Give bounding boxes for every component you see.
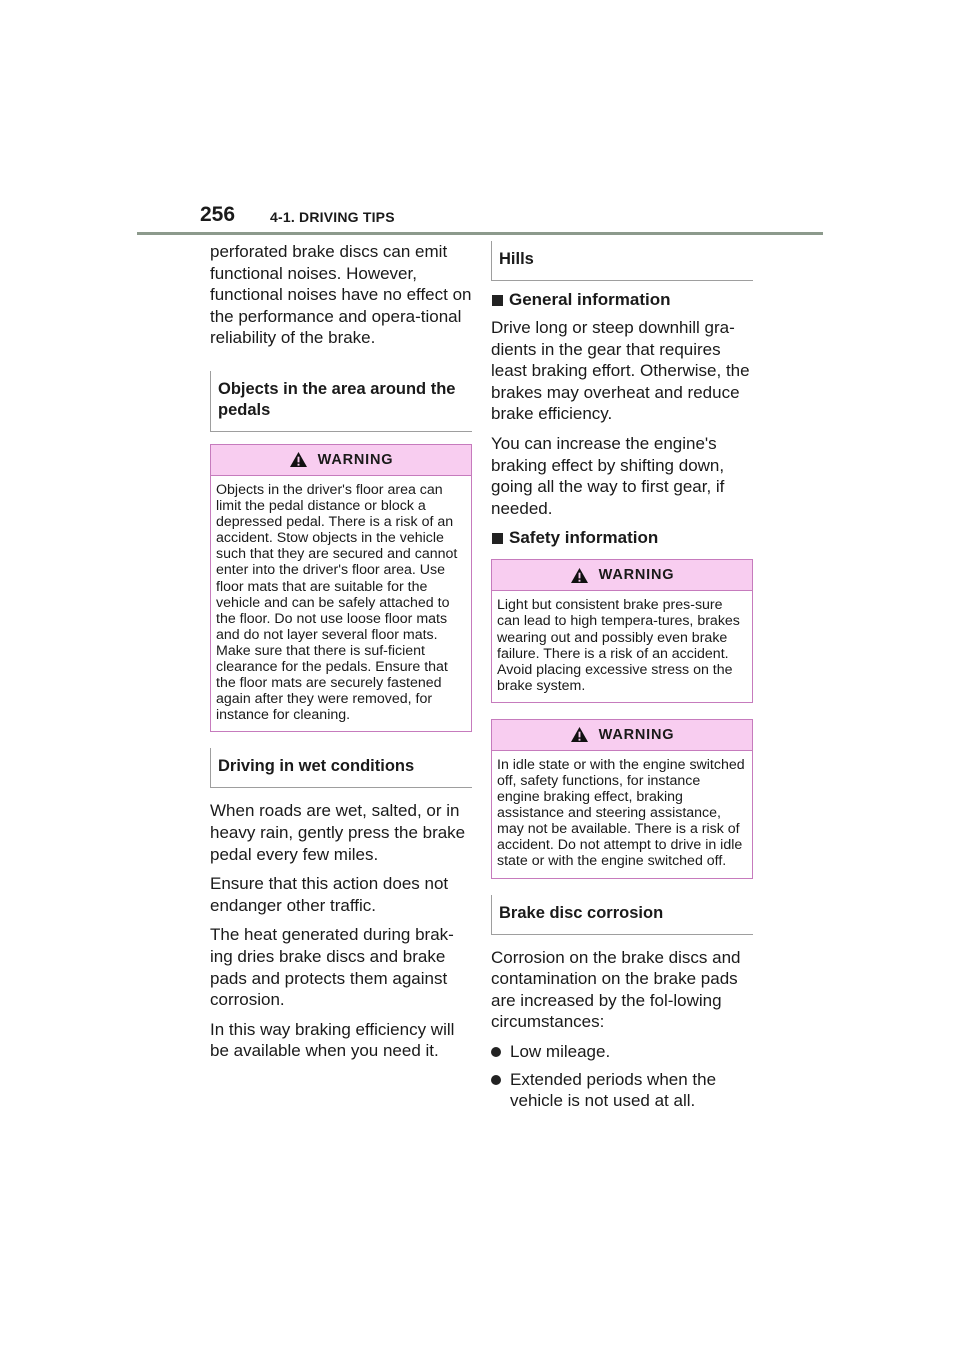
warning-label: WARNING [598, 567, 675, 584]
warning-triangle-icon [570, 567, 589, 584]
warning-title [492, 560, 752, 591]
chapter-title: 4-1. DRIVING TIPS [270, 209, 395, 225]
sub-heading-safety-label: Safety information [509, 528, 659, 548]
wet-paragraph-3: The heat generated during brak-ing dries brake discs and brake pads and protects them against corrosion. [210, 925, 454, 1010]
left-column [210, 241, 472, 1070]
list-item [491, 1041, 753, 1063]
general-paragraph-1: Drive long or steep downhill gra-dients in the gear that requires least braking effort. Otherwise, the brakes may overheat and reduce brake efficiency. [491, 318, 750, 424]
section-heading-wet: Driving in wet conditions [210, 748, 472, 788]
round-bullet-icon [491, 1075, 501, 1085]
warning-box-pedals [210, 444, 472, 732]
intro-paragraph: perforated brake discs can emit functional noises. However, functional noises have no effect on the performance and opera-tional reliability of the brake. [210, 242, 472, 348]
wet-paragraph-4: In this way braking efficiency will be available when you need it. [210, 1019, 455, 1061]
list-item-text: Low mileage. [510, 1041, 611, 1061]
round-bullet-icon [491, 1047, 501, 1057]
general-paragraph-2: You can increase the engine's braking effect by shifting down, going all the way to first gear, if needed. [491, 433, 725, 518]
wet-paragraph-2: Ensure that this action does not endanger other traffic. [210, 874, 449, 915]
warning-label: WARNING [317, 451, 394, 468]
corrosion-paragraph: Corrosion on the brake discs and contamination on the brake pads are increased by the fol-lowing circumstances: [491, 947, 741, 1032]
section-heading-hills: Hills [491, 241, 753, 281]
warning-text: Light but consistent brake pres-sure can lead to high tempera-tures, brakes wearing out and possibly even brake failure. There is a risk of an accident. Avoid placing excessive stress on the brake system. [497, 597, 740, 694]
warning-triangle-icon [570, 726, 589, 743]
warning-title [492, 720, 752, 751]
warning-triangle-icon [289, 451, 308, 468]
warning-text: In idle state or with the engine switched off, safety functions, for instance engine braking effect, braking assistance and steering assistance, may not be available. There is a risk of accident. Do not attempt to drive in idle state or with the engine switched off. [497, 756, 745, 870]
list-item [491, 1069, 753, 1112]
page-number: 256 [200, 203, 236, 226]
header-rule [137, 232, 823, 235]
list-item-text: Extended periods when the vehicle is not used at all. [510, 1069, 717, 1111]
warning-title [211, 445, 471, 476]
wet-paragraph-1: When roads are wet, salted, or in heavy rain, gently press the brake pedal every few miles. [210, 801, 466, 864]
warning-text: Objects in the driver's floor area can limit the pedal distance or block a depressed pedal. There is a risk of an accident. Stow objects in the vehicle such that they are secured and cannot enter into the driver's floor area. Use floor mats that are suitable for the vehicle and can be safely attached to the floor. Do not use loose floor mats and do not layer several floor mats. Make sure that there is suf-ficient clearance for the pedals. Ensure that the floor mats are securely fastened again after they were removed, for instance for cleaning. [216, 481, 458, 724]
sub-heading-general-label: General information [509, 290, 671, 309]
sub-heading-general [491, 289, 753, 311]
warning-label: WARNING [598, 726, 675, 743]
section-heading-corrosion: Brake disc corrosion [491, 895, 753, 935]
warning-box-brake-pressure [491, 559, 753, 703]
square-bullet-icon [492, 533, 503, 544]
section-heading-pedals: Objects in the area around the pedals [210, 371, 472, 432]
square-bullet-icon [492, 295, 503, 306]
warning-box-idle-state [491, 719, 753, 879]
sub-heading-safety [491, 527, 753, 549]
right-column [491, 241, 753, 1118]
